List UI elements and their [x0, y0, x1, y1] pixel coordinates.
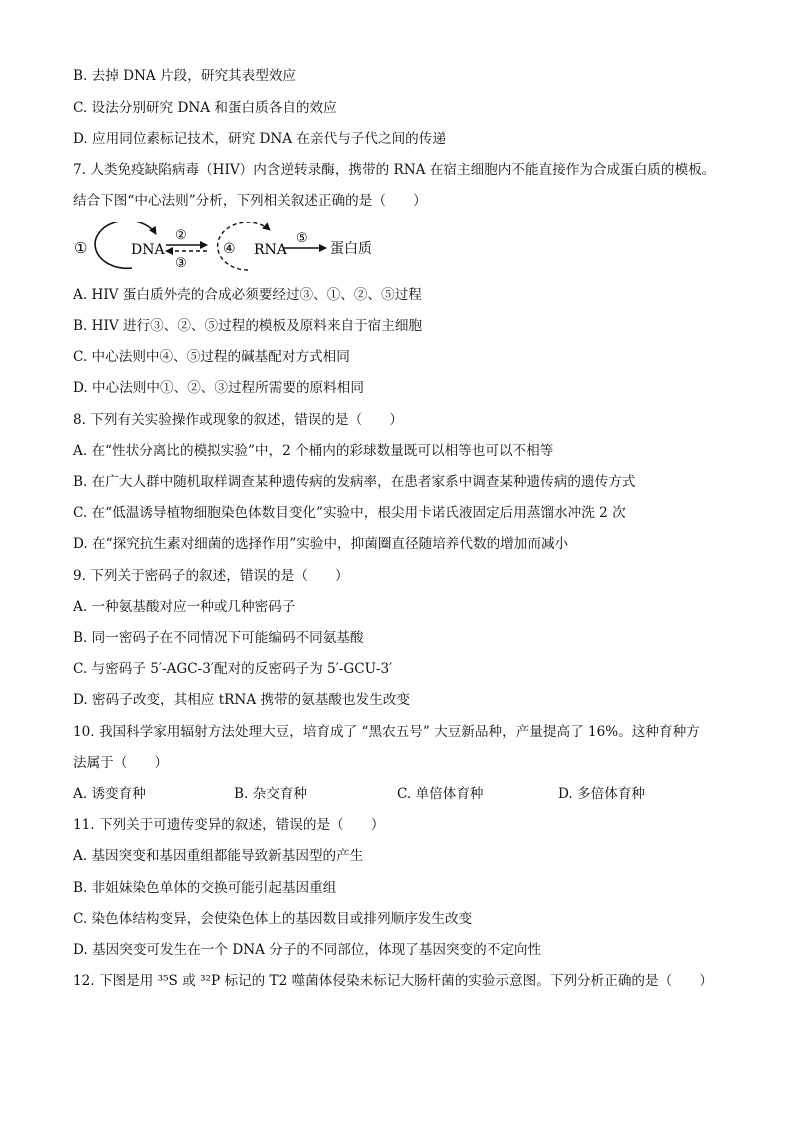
q11-option-c: C. 染色体结构变异，会使染色体上的基因数目或排列顺序发生改变 [73, 911, 473, 927]
q10-option-d: D. 多倍体育种 [558, 786, 646, 802]
q10-option-b: B. 杂交育种 [234, 786, 308, 802]
central-dogma-diagram [70, 222, 390, 274]
process-5-label: ⑤ [296, 231, 308, 246]
q8-option-a: A. 在“性状分离比的模拟实验”中，2 个桶内的彩球数量既可以相等也可以不相等 [73, 443, 554, 459]
process-2-label: ② [175, 228, 187, 243]
q8-option-b: B. 在广大人群中随机取样调查某种遗传病的发病率，在患者家系中调查某种遗传病的遗传方式 [73, 474, 636, 490]
q7-option-d: D. 中心法则中①、②、③过程所需要的原料相同 [73, 380, 364, 396]
q8-option-d: D. 在“探究抗生素对细菌的选择作用”实验中，抑菌圈直径随培养代数的增加而减小 [73, 536, 569, 552]
q11-option-d: D. 基因突变可发生在一个 DNA 分子的不同部位，体现了基因突变的不定向性 [73, 942, 542, 958]
protein-label: 蛋白质 [330, 241, 372, 257]
process-4-label: ④ [223, 241, 236, 257]
process-1-label: ① [74, 239, 88, 257]
q11-option-a: A. 基因突变和基因重组都能导致新基因型的产生 [73, 848, 364, 864]
q8-option-c: C. 在“低温诱导植物细胞染色体数目变化”实验中，根尖用卡诺氏液固定后用蒸馏水冲洗 2 次 [73, 505, 626, 521]
q8-stem: 8. 下列有关实验操作或现象的叙述，错误的是（ ） [73, 412, 403, 428]
q10-stem-line2: 法属于（ ） [73, 755, 169, 771]
q11-stem: 11. 下列关于可遗传变异的叙述，错误的是（ ） [73, 817, 385, 833]
q7-option-b: B. HIV 进行③、②、⑤过程的模板及原料来自于宿主细胞 [73, 318, 423, 334]
q7-option-a: A. HIV 蛋白质外壳的合成必须要经过③、①、②、⑤过程 [73, 287, 422, 303]
q7-stem-line1: 7. 人类免疫缺陷病毒（HIV）内含逆转录酶，携带的 RNA 在宿主细胞内不能直接作为合成蛋白质的模板。 [73, 162, 716, 178]
q9-option-b: B. 同一密码子在不同情况下可能编码不同氨基酸 [73, 630, 364, 646]
q9-option-a: A. 一种氨基酸对应一种或几种密码子 [73, 599, 296, 615]
q7-stem-line2: 结合下图“中心法则”分析，下列相关叙述正确的是（ ） [73, 193, 427, 209]
q6-option-d: D. 应用同位素标记技术，研究 DNA 在亲代与子代之间的传递 [73, 131, 446, 147]
q10-options [73, 784, 733, 804]
q10-option-a: A. 诱变育种 [73, 786, 146, 802]
rna-label: RNA [254, 242, 287, 258]
q7-option-c: C. 中心法则中④、⑤过程的碱基配对方式相同 [73, 349, 350, 365]
q10-option-c: C. 单倍体育种 [397, 786, 484, 802]
q10-stem-line1: 10. 我国科学家用辐射方法处理大豆，培育成了 “黑农五号” 大豆新品种，产量提高了 16%。这种育种方 [73, 724, 700, 740]
q6-option-c: C. 设法分别研究 DNA 和蛋白质各自的效应 [73, 100, 337, 116]
dna-label: DNA [131, 242, 165, 258]
q9-option-c: C. 与密码子 5′-AGC-3′配对的反密码子为 5′-GCU-3′ [73, 661, 393, 677]
q9-option-d: D. 密码子改变，其相应 tRNA 携带的氨基酸也发生改变 [73, 692, 410, 708]
q9-stem: 9. 下列关于密码子的叙述，错误的是（ ） [73, 568, 349, 584]
q6-option-b: B. 去掉 DNA 片段，研究其表型效应 [73, 68, 297, 84]
q12-stem: 12. 下图是用 ³⁵S 或 ³²P 标记的 T2 噬菌体侵染未标记大肠杆菌的实验示意图。下列分析正确的是（ ） [73, 973, 713, 989]
process-3-label: ③ [175, 256, 187, 271]
q11-option-b: B. 非姐妹染色单体的交换可能引起基因重组 [73, 880, 337, 896]
